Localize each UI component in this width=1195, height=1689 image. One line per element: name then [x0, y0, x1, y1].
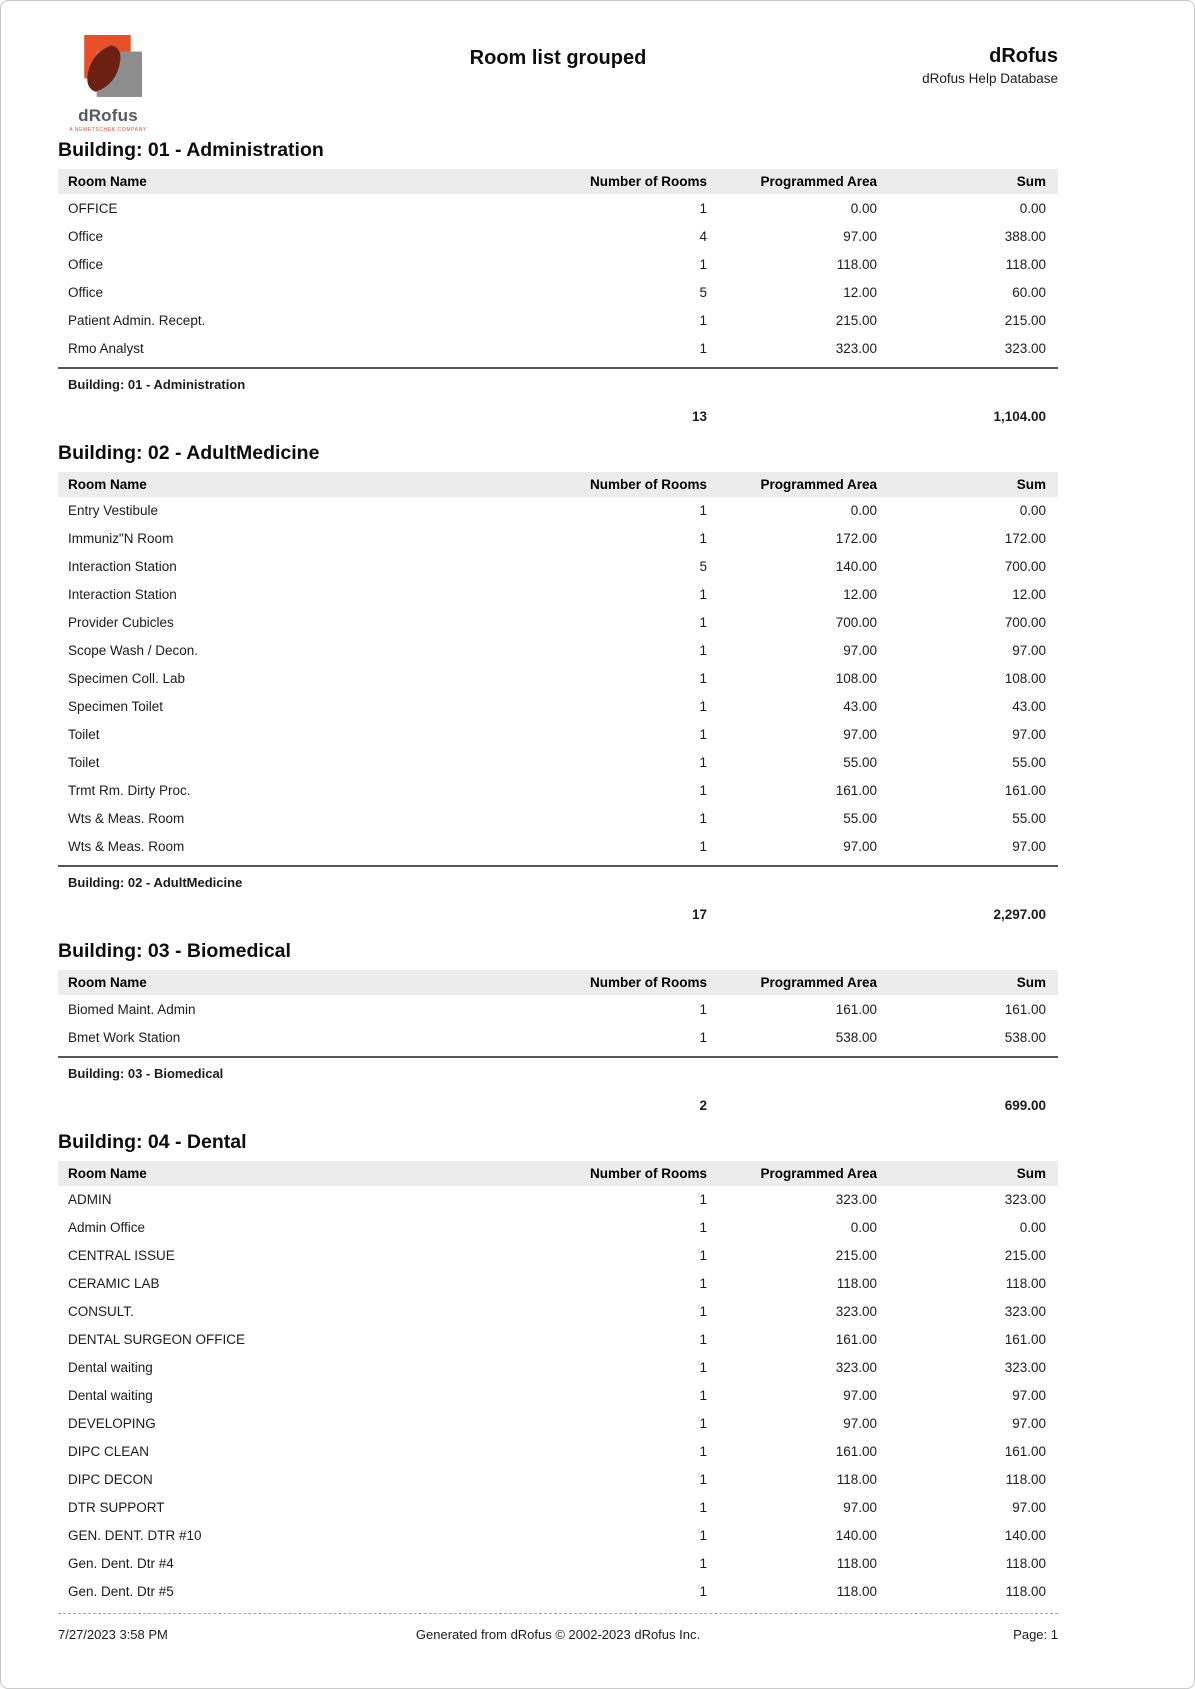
room-count-cell: 1	[699, 839, 707, 854]
room-row	[58, 306, 1058, 334]
room-row	[58, 721, 1058, 749]
room-row	[58, 1382, 1058, 1410]
room-count-cell: 1	[699, 256, 707, 272]
room-name-cell: GEN. DENT. DTR #10	[68, 1528, 202, 1543]
room-name-cell: OFFICE	[68, 200, 118, 216]
programmed-area-cell: 97.00	[843, 643, 877, 658]
sum-cell: 323.00	[1004, 1360, 1046, 1375]
building-heading: Building: 03 - Biomedical	[58, 940, 291, 962]
programmed-area-cell: 97.00	[843, 1388, 877, 1403]
room-count-cell: 1	[699, 699, 707, 714]
total-rooms-value: 2	[699, 1097, 707, 1113]
room-row	[58, 222, 1058, 250]
room-count-cell: 1	[699, 727, 707, 742]
sum-cell: 215.00	[1004, 1248, 1046, 1263]
spacer-cell	[713, 392, 883, 427]
room-name-cell: Dental waiting	[68, 1388, 153, 1403]
programmed-area-cell: 161.00	[835, 1332, 877, 1347]
room-name-cell: Provider Cubicles	[68, 615, 174, 630]
room-count-cell: 1	[699, 1276, 707, 1291]
column-header: Sum	[883, 970, 1058, 995]
room-row	[58, 637, 1058, 665]
column-header: Number of Rooms	[548, 1161, 713, 1186]
room-row	[58, 1410, 1058, 1438]
column-header: Sum	[883, 472, 1058, 497]
table-header-row	[58, 472, 1058, 497]
building-group	[58, 1131, 1058, 1611]
room-name-cell: Office	[68, 284, 104, 300]
programmed-area-cell: 97.00	[843, 228, 877, 244]
programmed-area-cell: 12.00	[843, 587, 877, 602]
programmed-area-cell: 43.00	[843, 699, 877, 714]
total-sum-value: 1,104.00	[993, 408, 1046, 424]
programmed-area-cell: 118.00	[836, 1584, 877, 1599]
room-row	[58, 995, 1058, 1023]
drofus-logo-text: dRofus	[78, 106, 138, 125]
spacer-cell	[58, 1081, 548, 1116]
room-count-cell: 1	[699, 1029, 707, 1045]
group-footer-label: Building: 02 - AdultMedicine	[58, 866, 1058, 890]
programmed-area-cell: 215.00	[835, 312, 877, 328]
room-count-cell: 1	[699, 340, 707, 356]
report-header	[58, 1, 1058, 133]
room-table	[58, 472, 1058, 926]
column-header: Room Name	[58, 169, 548, 194]
programmed-area-cell: 55.00	[843, 811, 877, 826]
sum-cell: 97.00	[1012, 839, 1046, 854]
room-count-cell: 1	[699, 1304, 707, 1319]
programmed-area-cell: 538.00	[835, 1029, 877, 1045]
programmed-area-cell: 97.00	[843, 839, 877, 854]
total-sum-value: 699.00	[1004, 1097, 1046, 1113]
room-row	[58, 1186, 1058, 1214]
building-heading: Building: 01 - Administration	[58, 139, 324, 161]
room-name-cell: Wts & Meas. Room	[68, 811, 185, 826]
generated-from-text: Generated from dRofus © 2002-2023 dRofus Inc.	[415, 1627, 701, 1642]
report-title: Room list grouped	[469, 47, 647, 69]
programmed-area-cell: 97.00	[843, 1500, 877, 1515]
building-heading: Building: 04 - Dental	[58, 1130, 247, 1153]
building-heading: Building: 02 - AdultMedicine	[58, 441, 320, 464]
group-footer-label: Building: 01 - Administration	[58, 368, 1058, 392]
programmed-area-cell: 0.00	[850, 503, 877, 518]
room-name-cell: Toilet	[68, 755, 100, 770]
programmed-area-cell: 215.00	[835, 1248, 877, 1263]
room-name-cell: Office	[68, 228, 104, 244]
room-name-cell: ADMIN	[68, 1192, 112, 1207]
room-row	[58, 581, 1058, 609]
room-row	[58, 1522, 1058, 1550]
room-table	[58, 169, 1058, 427]
programmed-area-cell: 172.00	[835, 531, 877, 546]
sum-cell: 0.00	[1019, 200, 1046, 216]
room-name-cell: Biomed Maint. Admin	[68, 1001, 196, 1017]
room-count-cell: 1	[699, 1360, 707, 1375]
room-name-cell: Interaction Station	[68, 559, 177, 574]
sum-cell: 97.00	[1012, 1500, 1046, 1515]
room-row	[58, 525, 1058, 553]
programmed-area-cell: 55.00	[843, 755, 877, 770]
column-header: Sum	[883, 1161, 1058, 1186]
drofus-logo-icon	[64, 35, 152, 99]
room-count-cell: 1	[699, 1001, 707, 1017]
sum-cell: 700.00	[1004, 615, 1046, 630]
programmed-area-cell: 108.00	[835, 671, 877, 686]
header-right	[922, 45, 1058, 133]
room-count-cell: 1	[699, 671, 707, 686]
room-count-cell: 1	[699, 531, 707, 546]
sum-cell: 118.00	[1005, 1276, 1046, 1291]
room-row	[58, 1550, 1058, 1578]
room-table	[58, 970, 1058, 1116]
room-count-cell: 1	[699, 643, 707, 658]
room-name-cell: DEVELOPING	[68, 1416, 156, 1431]
column-header: Programmed Area	[713, 970, 883, 995]
table-header-row	[58, 970, 1058, 995]
room-name-cell: DENTAL SURGEON OFFICE	[68, 1332, 246, 1347]
column-header: Programmed Area	[713, 1161, 883, 1186]
room-name-cell: Office	[68, 256, 104, 272]
table-header-row	[58, 169, 1058, 194]
programmed-area-cell: 161.00	[835, 1444, 877, 1459]
room-count-cell: 1	[699, 1528, 707, 1543]
total-sum-value: 2,297.00	[993, 907, 1046, 922]
room-name-cell: Admin Office	[68, 1220, 146, 1235]
total-rooms-value: 17	[691, 907, 707, 922]
room-name-cell: Entry Vestibule	[68, 503, 159, 518]
programmed-area-cell: 700.00	[835, 615, 877, 630]
room-count-cell: 1	[699, 1248, 707, 1263]
room-count-cell: 1	[699, 1332, 707, 1347]
column-header: Sum	[883, 169, 1058, 194]
programmed-area-cell: 97.00	[843, 1416, 877, 1431]
room-name-cell: Specimen Coll. Lab	[68, 671, 186, 686]
programmed-area-cell: 118.00	[836, 1556, 877, 1571]
programmed-area-cell: 118.00	[836, 1472, 877, 1487]
programmed-area-cell: 0.00	[850, 1220, 877, 1235]
room-count-cell: 1	[699, 1444, 707, 1459]
building-group	[58, 139, 1058, 427]
sum-cell: 161.00	[1004, 783, 1046, 798]
room-count-cell: 1	[699, 587, 707, 602]
room-name-cell: Gen. Dent. Dtr #4	[68, 1556, 174, 1571]
room-name-cell: Patient Admin. Recept.	[68, 312, 206, 328]
spacer-cell	[713, 1081, 883, 1116]
page-footer	[58, 1613, 1058, 1642]
drofus-logo	[58, 35, 158, 133]
room-count-cell: 1	[699, 811, 707, 826]
table-header-row	[58, 1161, 1058, 1186]
room-row	[58, 665, 1058, 693]
sum-cell: 0.00	[1019, 1220, 1046, 1235]
room-count-cell: 1	[699, 200, 707, 216]
programmed-area-cell: 323.00	[835, 1360, 877, 1375]
room-row	[58, 194, 1058, 222]
spacer-cell	[713, 890, 883, 925]
room-name-cell: Specimen Toilet	[68, 699, 164, 714]
programmed-area-cell: 118.00	[836, 256, 877, 272]
room-count-cell: 1	[699, 503, 707, 518]
brand-name: dRofus	[989, 45, 1058, 67]
room-name-cell: Wts & Meas. Room	[68, 839, 185, 854]
column-header: Number of Rooms	[548, 472, 713, 497]
sum-cell: 97.00	[1012, 643, 1046, 658]
sum-cell: 118.00	[1005, 256, 1046, 272]
sum-cell: 172.00	[1004, 531, 1046, 546]
room-row	[58, 1494, 1058, 1522]
column-header: Programmed Area	[713, 472, 883, 497]
sum-cell: 161.00	[1004, 1332, 1046, 1347]
sum-cell: 97.00	[1012, 727, 1046, 742]
room-name-cell: Dental waiting	[68, 1360, 153, 1375]
sum-cell: 323.00	[1004, 340, 1046, 356]
room-name-cell: DIPC CLEAN	[68, 1444, 150, 1459]
column-header: Number of Rooms	[548, 169, 713, 194]
room-row	[58, 693, 1058, 721]
building-group	[58, 442, 1058, 926]
sum-cell: 323.00	[1004, 1304, 1046, 1319]
sum-cell: 323.00	[1004, 1192, 1046, 1207]
room-row	[58, 1466, 1058, 1494]
total-rooms-value: 13	[691, 408, 707, 424]
room-table	[58, 1161, 1058, 1611]
sum-cell: 43.00	[1012, 699, 1046, 714]
sum-cell: 161.00	[1004, 1444, 1046, 1459]
sum-cell: 97.00	[1012, 1388, 1046, 1403]
sum-cell: 55.00	[1012, 755, 1046, 770]
spacer-cell	[58, 890, 548, 925]
group-footer-row	[58, 866, 1058, 890]
column-header: Number of Rooms	[548, 970, 713, 995]
sum-cell: 388.00	[1004, 228, 1046, 244]
group-totals-row	[58, 890, 1058, 925]
room-count-cell: 1	[699, 783, 707, 798]
room-count-cell: 5	[699, 284, 707, 300]
column-header: Room Name	[58, 970, 548, 995]
room-row	[58, 1578, 1058, 1611]
spacer-cell	[58, 392, 548, 427]
room-row	[58, 805, 1058, 833]
generated-timestamp: 7/27/2023 3:58 PM	[58, 1627, 168, 1642]
room-count-cell: 1	[699, 1220, 707, 1235]
sum-cell: 140.00	[1004, 1528, 1046, 1543]
column-header: Room Name	[58, 472, 548, 497]
programmed-area-cell: 161.00	[835, 1001, 877, 1017]
sum-cell: 118.00	[1005, 1556, 1046, 1571]
room-name-cell: CONSULT.	[68, 1304, 134, 1319]
room-name-cell: CENTRAL ISSUE	[68, 1248, 175, 1263]
room-count-cell: 1	[699, 615, 707, 630]
programmed-area-cell: 323.00	[835, 1192, 877, 1207]
sum-cell: 97.00	[1012, 1416, 1046, 1431]
room-row	[58, 833, 1058, 867]
room-row	[58, 250, 1058, 278]
room-name-cell: Trmt Rm. Dirty Proc.	[68, 783, 191, 798]
room-name-cell: Toilet	[68, 727, 100, 742]
programmed-area-cell: 140.00	[835, 1528, 877, 1543]
room-count-cell: 4	[699, 228, 707, 244]
sum-cell: 108.00	[1004, 671, 1046, 686]
group-footer-row	[58, 1057, 1058, 1081]
room-count-cell: 1	[699, 1388, 707, 1403]
room-name-cell: Scope Wash / Decon.	[68, 643, 199, 658]
building-group	[58, 940, 1058, 1116]
database-name: dRofus Help Database	[922, 71, 1058, 86]
room-name-cell: Bmet Work Station	[68, 1029, 181, 1045]
programmed-area-cell: 12.00	[843, 284, 877, 300]
programmed-area-cell: 0.00	[850, 200, 877, 216]
programmed-area-cell: 118.00	[836, 1276, 877, 1291]
group-totals-row	[58, 392, 1058, 427]
room-row	[58, 609, 1058, 637]
groups	[58, 139, 1058, 1610]
programmed-area-cell: 323.00	[835, 1304, 877, 1319]
sum-cell: 215.00	[1004, 312, 1046, 328]
room-row	[58, 1214, 1058, 1242]
programmed-area-cell: 323.00	[835, 340, 877, 356]
room-count-cell: 1	[699, 755, 707, 770]
group-footer-label: Building: 03 - Biomedical	[58, 1057, 1058, 1081]
programmed-area-cell: 97.00	[843, 727, 877, 742]
sum-cell: 12.00	[1012, 587, 1046, 602]
room-row	[58, 749, 1058, 777]
room-name-cell: Immuniz"N Room	[68, 531, 174, 546]
room-count-cell: 1	[699, 1584, 707, 1599]
room-row	[58, 497, 1058, 525]
column-header: Room Name	[58, 1161, 548, 1186]
page-number: Page: 1	[1013, 1627, 1058, 1642]
room-row	[58, 553, 1058, 581]
sum-cell: 0.00	[1019, 503, 1046, 518]
room-name-cell: Interaction Station	[68, 587, 177, 602]
room-name-cell: Rmo Analyst	[68, 340, 144, 356]
room-name-cell: DTR SUPPORT	[68, 1500, 165, 1515]
room-row	[58, 334, 1058, 368]
room-name-cell: DIPC DECON	[68, 1472, 153, 1487]
room-row	[58, 278, 1058, 306]
sum-cell: 60.00	[1012, 284, 1046, 300]
sum-cell: 55.00	[1012, 811, 1046, 826]
room-count-cell: 1	[699, 1192, 707, 1207]
column-header: Programmed Area	[713, 169, 883, 194]
room-row	[58, 1326, 1058, 1354]
room-row	[58, 1354, 1058, 1382]
room-count-cell: 1	[699, 1416, 707, 1431]
room-row	[58, 1298, 1058, 1326]
sum-cell: 118.00	[1005, 1584, 1046, 1599]
programmed-area-cell: 140.00	[835, 559, 877, 574]
group-totals-row	[58, 1081, 1058, 1116]
programmed-area-cell: 161.00	[835, 783, 877, 798]
room-row	[58, 1023, 1058, 1057]
room-row	[58, 1242, 1058, 1270]
sum-cell: 700.00	[1004, 559, 1046, 574]
room-count-cell: 1	[699, 312, 707, 328]
group-footer-row	[58, 368, 1058, 392]
room-name-cell: Gen. Dent. Dtr #5	[68, 1584, 174, 1599]
room-row	[58, 777, 1058, 805]
room-name-cell: CERAMIC LAB	[68, 1276, 160, 1291]
drofus-logo-tagline: A NEMETSCHEK COMPANY	[69, 127, 147, 133]
room-count-cell: 1	[699, 1556, 707, 1571]
room-row	[58, 1270, 1058, 1298]
sum-cell: 118.00	[1005, 1472, 1046, 1487]
room-row	[58, 1438, 1058, 1466]
sum-cell: 538.00	[1004, 1029, 1046, 1045]
room-count-cell: 1	[699, 1500, 707, 1515]
room-count-cell: 5	[699, 559, 707, 574]
room-count-cell: 1	[699, 1472, 707, 1487]
sum-cell: 161.00	[1004, 1001, 1046, 1017]
